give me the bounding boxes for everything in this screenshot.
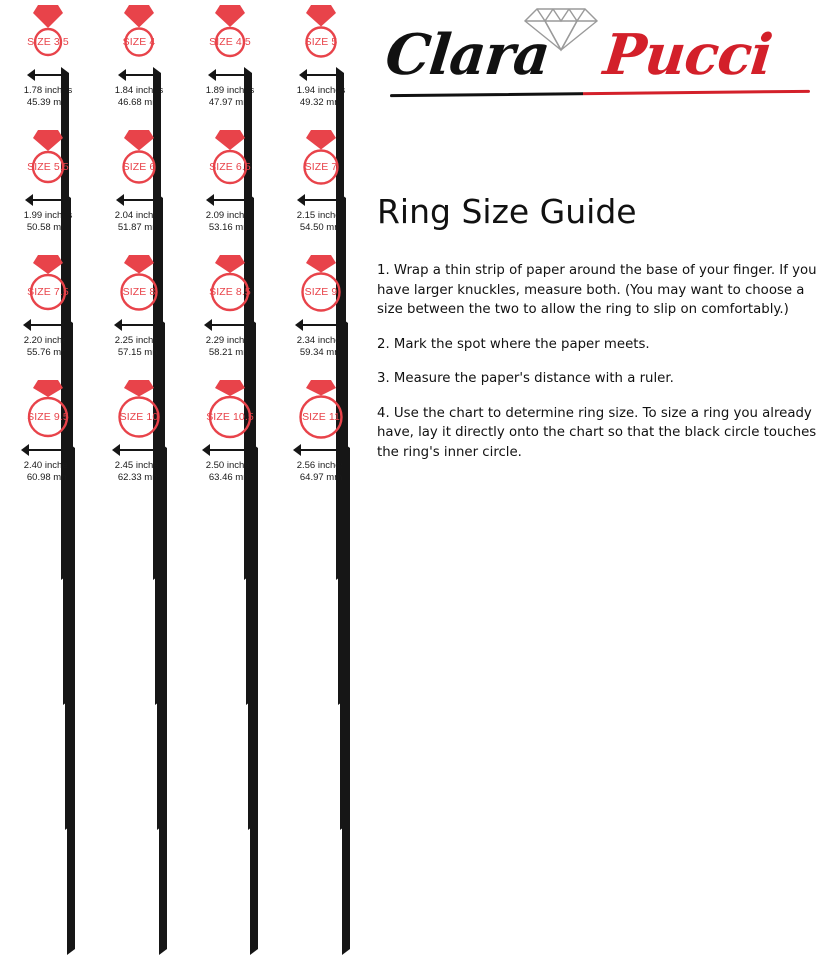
page-title: Ring Size Guide bbox=[377, 192, 637, 231]
ring-size-cell bbox=[185, 250, 275, 368]
ring-size-label: SIZE 8 bbox=[122, 286, 156, 298]
ring-size-label: SIZE 3.5 bbox=[27, 36, 69, 48]
measurement-mm: 62.33 mm bbox=[117, 471, 161, 483]
ring-size-chart bbox=[0, 0, 362, 501]
brand-name-secondary: Pucci bbox=[600, 22, 775, 88]
diameter-arrow bbox=[94, 67, 184, 83]
ring-size-label: SIZE 6 bbox=[122, 161, 156, 173]
ring-size-label: SIZE 5 bbox=[304, 36, 338, 48]
ring-illustration bbox=[94, 375, 184, 441]
measurement-inches: 1.94 inches bbox=[296, 85, 346, 96]
guide-panel bbox=[368, 0, 839, 501]
ring-illustration bbox=[185, 125, 275, 191]
diameter-arrow bbox=[94, 317, 184, 333]
logo-underline bbox=[390, 90, 810, 97]
measurement-inches: 2.34 inches bbox=[296, 335, 346, 346]
measurement-inches: 1.99 inches bbox=[23, 210, 73, 221]
measurement-inches: 2.29 inches bbox=[205, 335, 255, 346]
ring-illustration bbox=[185, 250, 275, 316]
instruction-step: 4. Use the chart to determine ring size. To size a ring you already have, lay it directly onto the chart so that the black circle touches the ring's inner circle. bbox=[377, 405, 817, 460]
measurement-mm: 59.34 mm bbox=[299, 346, 343, 358]
diameter-arrow bbox=[276, 67, 366, 83]
ring-illustration bbox=[3, 250, 93, 316]
measurement-mm: 64.97 mm bbox=[299, 471, 343, 483]
measurement-mm: 63.46 mm bbox=[208, 471, 252, 483]
instruction-step: 2. Mark the spot where the paper meets. bbox=[377, 336, 650, 352]
ring-size-label: SIZE 10 bbox=[119, 411, 159, 423]
ring-size-label: SIZE 10.5 bbox=[206, 411, 254, 423]
diameter-arrow bbox=[3, 442, 93, 458]
measurement-mm: 60.98 mm bbox=[26, 471, 70, 483]
measurement-inches: 1.78 inches bbox=[23, 85, 73, 96]
diameter-arrow bbox=[94, 442, 184, 458]
measurement-mm: 47.97 mm bbox=[208, 96, 252, 108]
ring-illustration bbox=[3, 375, 93, 441]
diameter-arrow bbox=[185, 67, 275, 83]
measurement-mm: 55.76 mm bbox=[26, 346, 70, 358]
measurement-inches: 2.25 inches bbox=[114, 335, 164, 346]
measurement-mm: 57.15 mm bbox=[117, 346, 161, 358]
measurement-mm: 53.16 mm bbox=[208, 221, 252, 233]
ring-size-cell bbox=[185, 125, 275, 243]
measurement-inches: 2.45 inches bbox=[114, 460, 164, 471]
ring-illustration bbox=[185, 0, 275, 66]
ring-illustration bbox=[276, 0, 366, 66]
ring-size-cell bbox=[94, 125, 184, 243]
measurement-mm: 51.87 mm bbox=[117, 221, 161, 233]
ring-illustration bbox=[276, 250, 366, 316]
ring-size-cell bbox=[94, 250, 184, 368]
ring-size-cell bbox=[3, 125, 93, 243]
ring-size-cell bbox=[276, 0, 366, 118]
instruction-step: 1. Wrap a thin strip of paper around the base of your finger. If you have larger knuckles, measure both. (You may want to choose a size between the two to allow the ring to slip on comfortably.) bbox=[377, 263, 817, 318]
measurement-inches: 2.09 inches bbox=[205, 210, 255, 221]
ring-size-cell bbox=[94, 0, 184, 118]
instruction-steps bbox=[377, 248, 832, 477]
measurement-inches: 2.15 inches bbox=[296, 210, 346, 221]
ring-illustration bbox=[185, 375, 275, 441]
diameter-arrow bbox=[276, 317, 366, 333]
ring-size-label: SIZE 6.5 bbox=[209, 161, 251, 173]
ring-size-label: SIZE 7.5 bbox=[27, 286, 69, 298]
diameter-arrow bbox=[185, 317, 275, 333]
diameter-arrow bbox=[185, 442, 275, 458]
measurement-mm: 58.21 mm bbox=[208, 346, 252, 358]
ring-illustration bbox=[3, 125, 93, 191]
ring-size-cell bbox=[3, 0, 93, 118]
measurement-mm: 54.50 mm bbox=[299, 221, 343, 233]
measurement-inches: 2.04 inches bbox=[114, 210, 164, 221]
brand-logo bbox=[376, 6, 831, 106]
ring-illustration bbox=[3, 0, 93, 66]
ring-illustration bbox=[94, 250, 184, 316]
measurement-inches: 1.84 inches bbox=[114, 85, 164, 96]
ring-size-cell bbox=[3, 250, 93, 368]
ring-size-label: SIZE 4.5 bbox=[209, 36, 251, 48]
ring-size-cell bbox=[185, 375, 275, 493]
ring-illustration bbox=[94, 0, 184, 66]
diameter-arrow bbox=[185, 192, 275, 208]
ring-illustration bbox=[276, 375, 366, 441]
diameter-arrow bbox=[94, 192, 184, 208]
diameter-arrow bbox=[276, 442, 366, 458]
ring-illustration bbox=[276, 125, 366, 191]
ring-illustration bbox=[94, 125, 184, 191]
measurement-mm: 46.68 mm bbox=[117, 96, 161, 108]
measurement-inches: 2.40 inches bbox=[23, 460, 73, 471]
ring-size-cell bbox=[276, 250, 366, 368]
measurement-inches: 2.50 inches bbox=[205, 460, 255, 471]
measurement-inches: 1.89 inches bbox=[205, 85, 255, 96]
ring-size-label: SIZE 7 bbox=[304, 161, 338, 173]
measurement-mm: 49.32 mm bbox=[299, 96, 343, 108]
diameter-arrow bbox=[276, 192, 366, 208]
ring-size-label: SIZE 8.5 bbox=[209, 286, 251, 298]
diameter-arrow bbox=[3, 317, 93, 333]
ring-size-label: SIZE 11 bbox=[302, 411, 340, 423]
ring-size-cell bbox=[3, 375, 93, 493]
ring-size-label: SIZE 9.5 bbox=[27, 411, 69, 423]
ring-size-cell bbox=[185, 0, 275, 118]
diameter-arrow bbox=[3, 67, 93, 83]
ring-size-label: SIZE 4 bbox=[122, 36, 156, 48]
instruction-step: 3. Measure the paper's distance with a ruler. bbox=[377, 371, 674, 387]
ring-size-label: SIZE 9 bbox=[304, 286, 338, 298]
ring-size-cell bbox=[94, 375, 184, 493]
measurement-mm: 50.58 mm bbox=[26, 221, 70, 233]
measurement-mm: 45.39 mm bbox=[26, 96, 70, 108]
diameter-arrow bbox=[3, 192, 93, 208]
measurement-inches: 2.20 inches bbox=[23, 335, 73, 346]
ring-size-cell bbox=[276, 125, 366, 243]
measurement-inches: 2.56 inches bbox=[296, 460, 346, 471]
ring-size-cell bbox=[276, 375, 366, 493]
brand-name-primary: Clara bbox=[382, 22, 553, 88]
ring-size-label: SIZE 5.5 bbox=[27, 161, 69, 173]
